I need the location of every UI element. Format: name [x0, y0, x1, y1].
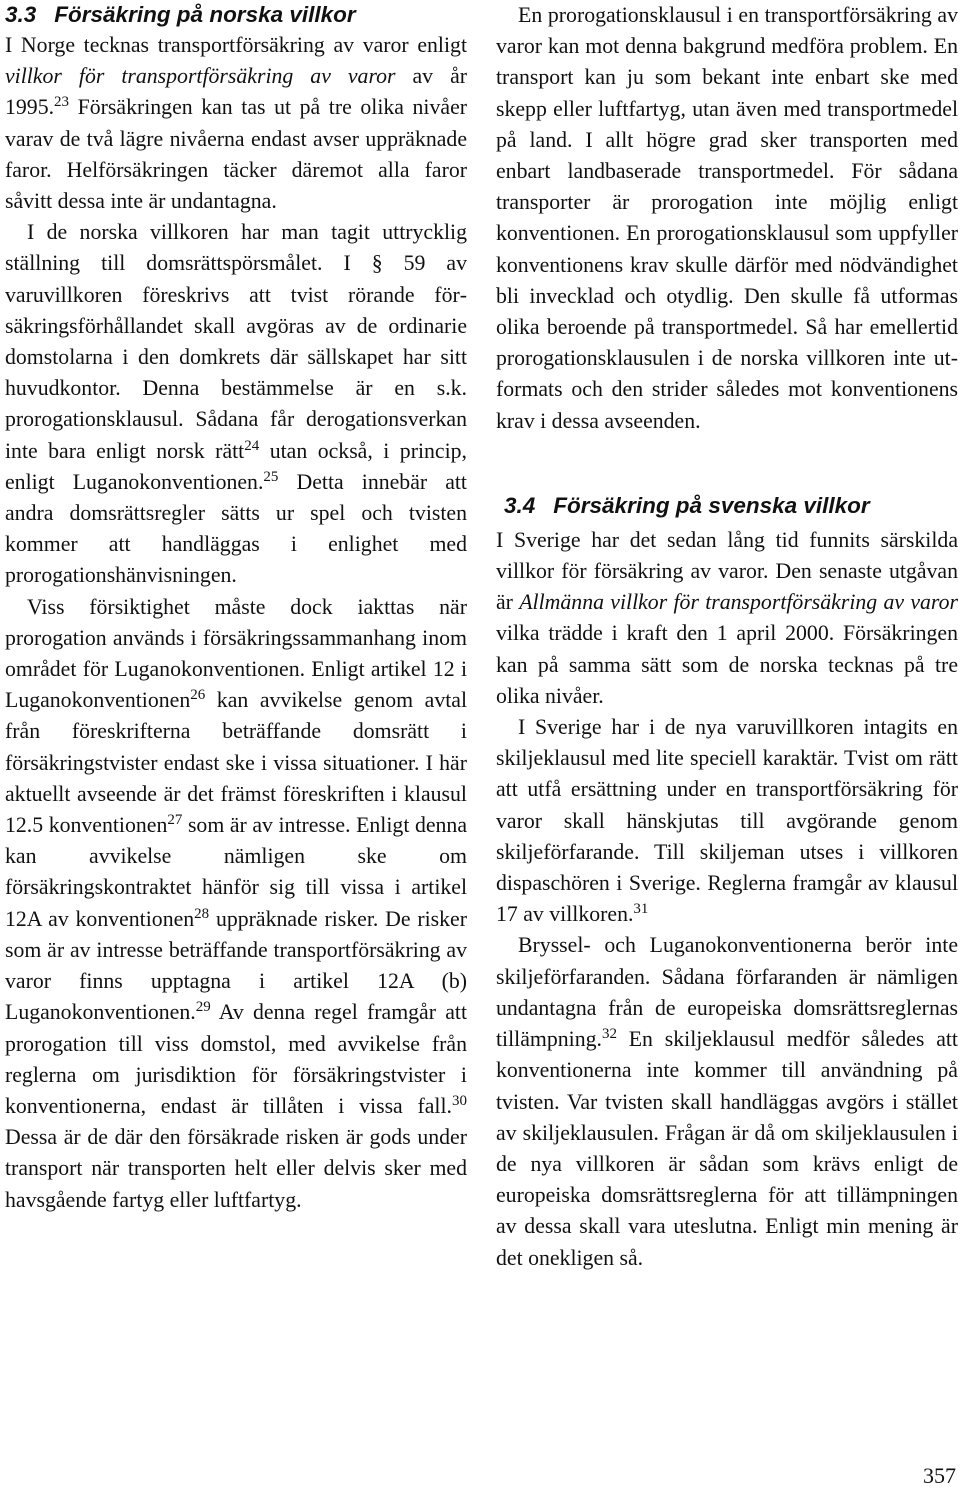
right-column: [496, 0, 958, 1274]
section-heading-3-3: [5, 0, 467, 30]
section-title: Försäkring på norska villkor: [54, 2, 356, 27]
section-number: 3.3: [5, 2, 37, 27]
paragraph-arbitration-clause: I Sverige har i de nya varuvillkoren intagits en skiljeklausul med lite speciell karaktär. Tvist om rätt att utfå ersättning under en transportförsäkring för varor skall hänskjutas till avgörande genom skiljeförfarande. Till skiljeman utses i villkoren dispaschören i Sverige. Reglerna framgår av klausul 17 av villkoren.$^{31}$: [496, 715, 958, 927]
section-spacer: [496, 437, 958, 491]
footnote-ref-29[interactable]: 29: [195, 999, 211, 1016]
footnote-ref-26[interactable]: 26: [190, 687, 206, 704]
section-title: Försäkring på svenska villkor: [553, 492, 870, 518]
footnote-ref-28[interactable]: 28: [194, 905, 210, 922]
footnote-ref-25[interactable]: 25: [263, 468, 279, 485]
section-number: 3.4: [504, 492, 536, 518]
paragraph-sweden-intro: I Sverige har det sedan lång tid funnits särskilda villkor för försäkring av varor. Den senaste utgåvan är Allmänna villkor för transportförsäkring av varor vilka trädde i kraft den 1 april 2000. Försäkringen kan på samma sätt som de norska tecknas på tre olika nivåer.: [496, 527, 958, 708]
paragraph-prorogation-problem: En prorogationsklausul i en transportförsäkring av varor kan mot denna bakgrund medföra problem. En transport kan ju som bekant inte enbart ske med skepp eller luftfartyg, utan även med transportmedel på land. I allt högre grad sker transporten med enbart landbaserade transportmedel. För sådana transporter är prorogation inte möjlig enligt konventionen. En prorogationsklausul som uppfyller konventionens krav skulle därför med nödvändighet bli invecklad och otydlig. Den skulle få utformas olika beroende på transportmedel. Så har emellertid prorogationsklausulen i de norska villkoren inte utformats och den strider således mot konventionens krav i dessa avseenden.: [496, 3, 958, 433]
footnote-ref-27[interactable]: 27: [167, 812, 183, 829]
section-heading-3-4: [496, 491, 958, 521]
paragraph-lugano-caution: Viss försiktighet måste dock iakttas när prorogation används i försäkringssammanhang inom området för Luganokonventionen. Enligt artikel 12 i Luganokonventionen$^{26}$ kan avvikelse genom avtal från föreskrifterna beträffande domsrätt i försäkringstvister endast ske i vissa situationer. I här aktuellt avseende är det främst föreskriften i klausul 12.5 konventionen$^{27}$ som är av intresse. Enligt denna kan avvikelse nämligen ske om försäkringskontraktet hänför sig till vissa i artikel 12A av konventionen$^{28}$ uppräknade risker. De risker som är av intresse beträffande transportförsäkring av varor finns upptagna i artikel 12A (b) Luganokonventionen.$^{29}$ Av denna regel framgår att prorogation till viss domstol, med avvikelse från reglerna om jurisdiktion för försäkringstvister i konventionerna, endast är tillåten i vissa fall.$^{30}$ Dessa är de där den försäkrade risken är gods under transport när transporten helt eller delvis sker med havsgående fartyg eller luftfartyg.: [5, 594, 467, 1212]
paragraph-norway-intro: I Norge tecknas transportförsäkring av varor enligt villkor för transportförsäkring av varor av år 1995.23 Försäkringen kan tas ut på tre olika nivåer varav de två lägre nivåerna endast avser uppräknade faror. Helförsäkringen täcker däremot alla faror såvitt dessa inte är undantagna.: [5, 33, 467, 214]
footnote-ref-24[interactable]: 24: [244, 437, 260, 454]
page-number: 357: [923, 1463, 956, 1488]
left-column: [5, 0, 467, 1216]
footnote-ref-30[interactable]: 30: [452, 1092, 467, 1109]
paragraph-norway-jurisdiction: I de norska villkoren har man tagit uttrycklig ställning till domsrättspörsmålet. I § 59 av varuvillkoren föreskrivs att tvist rörande försäkringsförhållandet skall avgöras av de ordinarie domstolarna i den domkrets där sällskapet har sitt huvudkontor. Denna bestämmelse är en s.k. prorogationsklausul. Sådana får derogationsverkan inte bara enligt norsk rätt$^{24}$ utan också, i princip, enligt Luganokonventionen.$^{25}$ Detta innebär att andra domsrättsregler sätts ur spel och tvisten kommer att handläggas i enlighet med prorogationshänvisningen.: [5, 220, 467, 588]
footnote-ref-31[interactable]: 31: [633, 901, 649, 918]
footnote-ref-23[interactable]: 23: [54, 94, 70, 111]
footnote-ref-32[interactable]: 32: [601, 1026, 617, 1043]
paragraph-conventions-arbitration: Bryssel- och Luganokonventionerna berör inte skiljeförfaranden. Sådana förfaranden är nämligen undantagna från de europeiska domsrättsreglernas tillämpning.$^{32}$ En skiljeklausul medför således att konventionerna inte kommer till användning på tvisten. Var tvisten skall handläggas avgörs i stället av skiljeklausulen. Frågan är då om skiljeklausulen i de nya villkoren är sådan som krävs enligt de europeiska domsrättsreglerna för att tillämpningen av dessa skall vara uteslutna. Enligt min mening är det onekligen så.: [496, 933, 958, 1270]
